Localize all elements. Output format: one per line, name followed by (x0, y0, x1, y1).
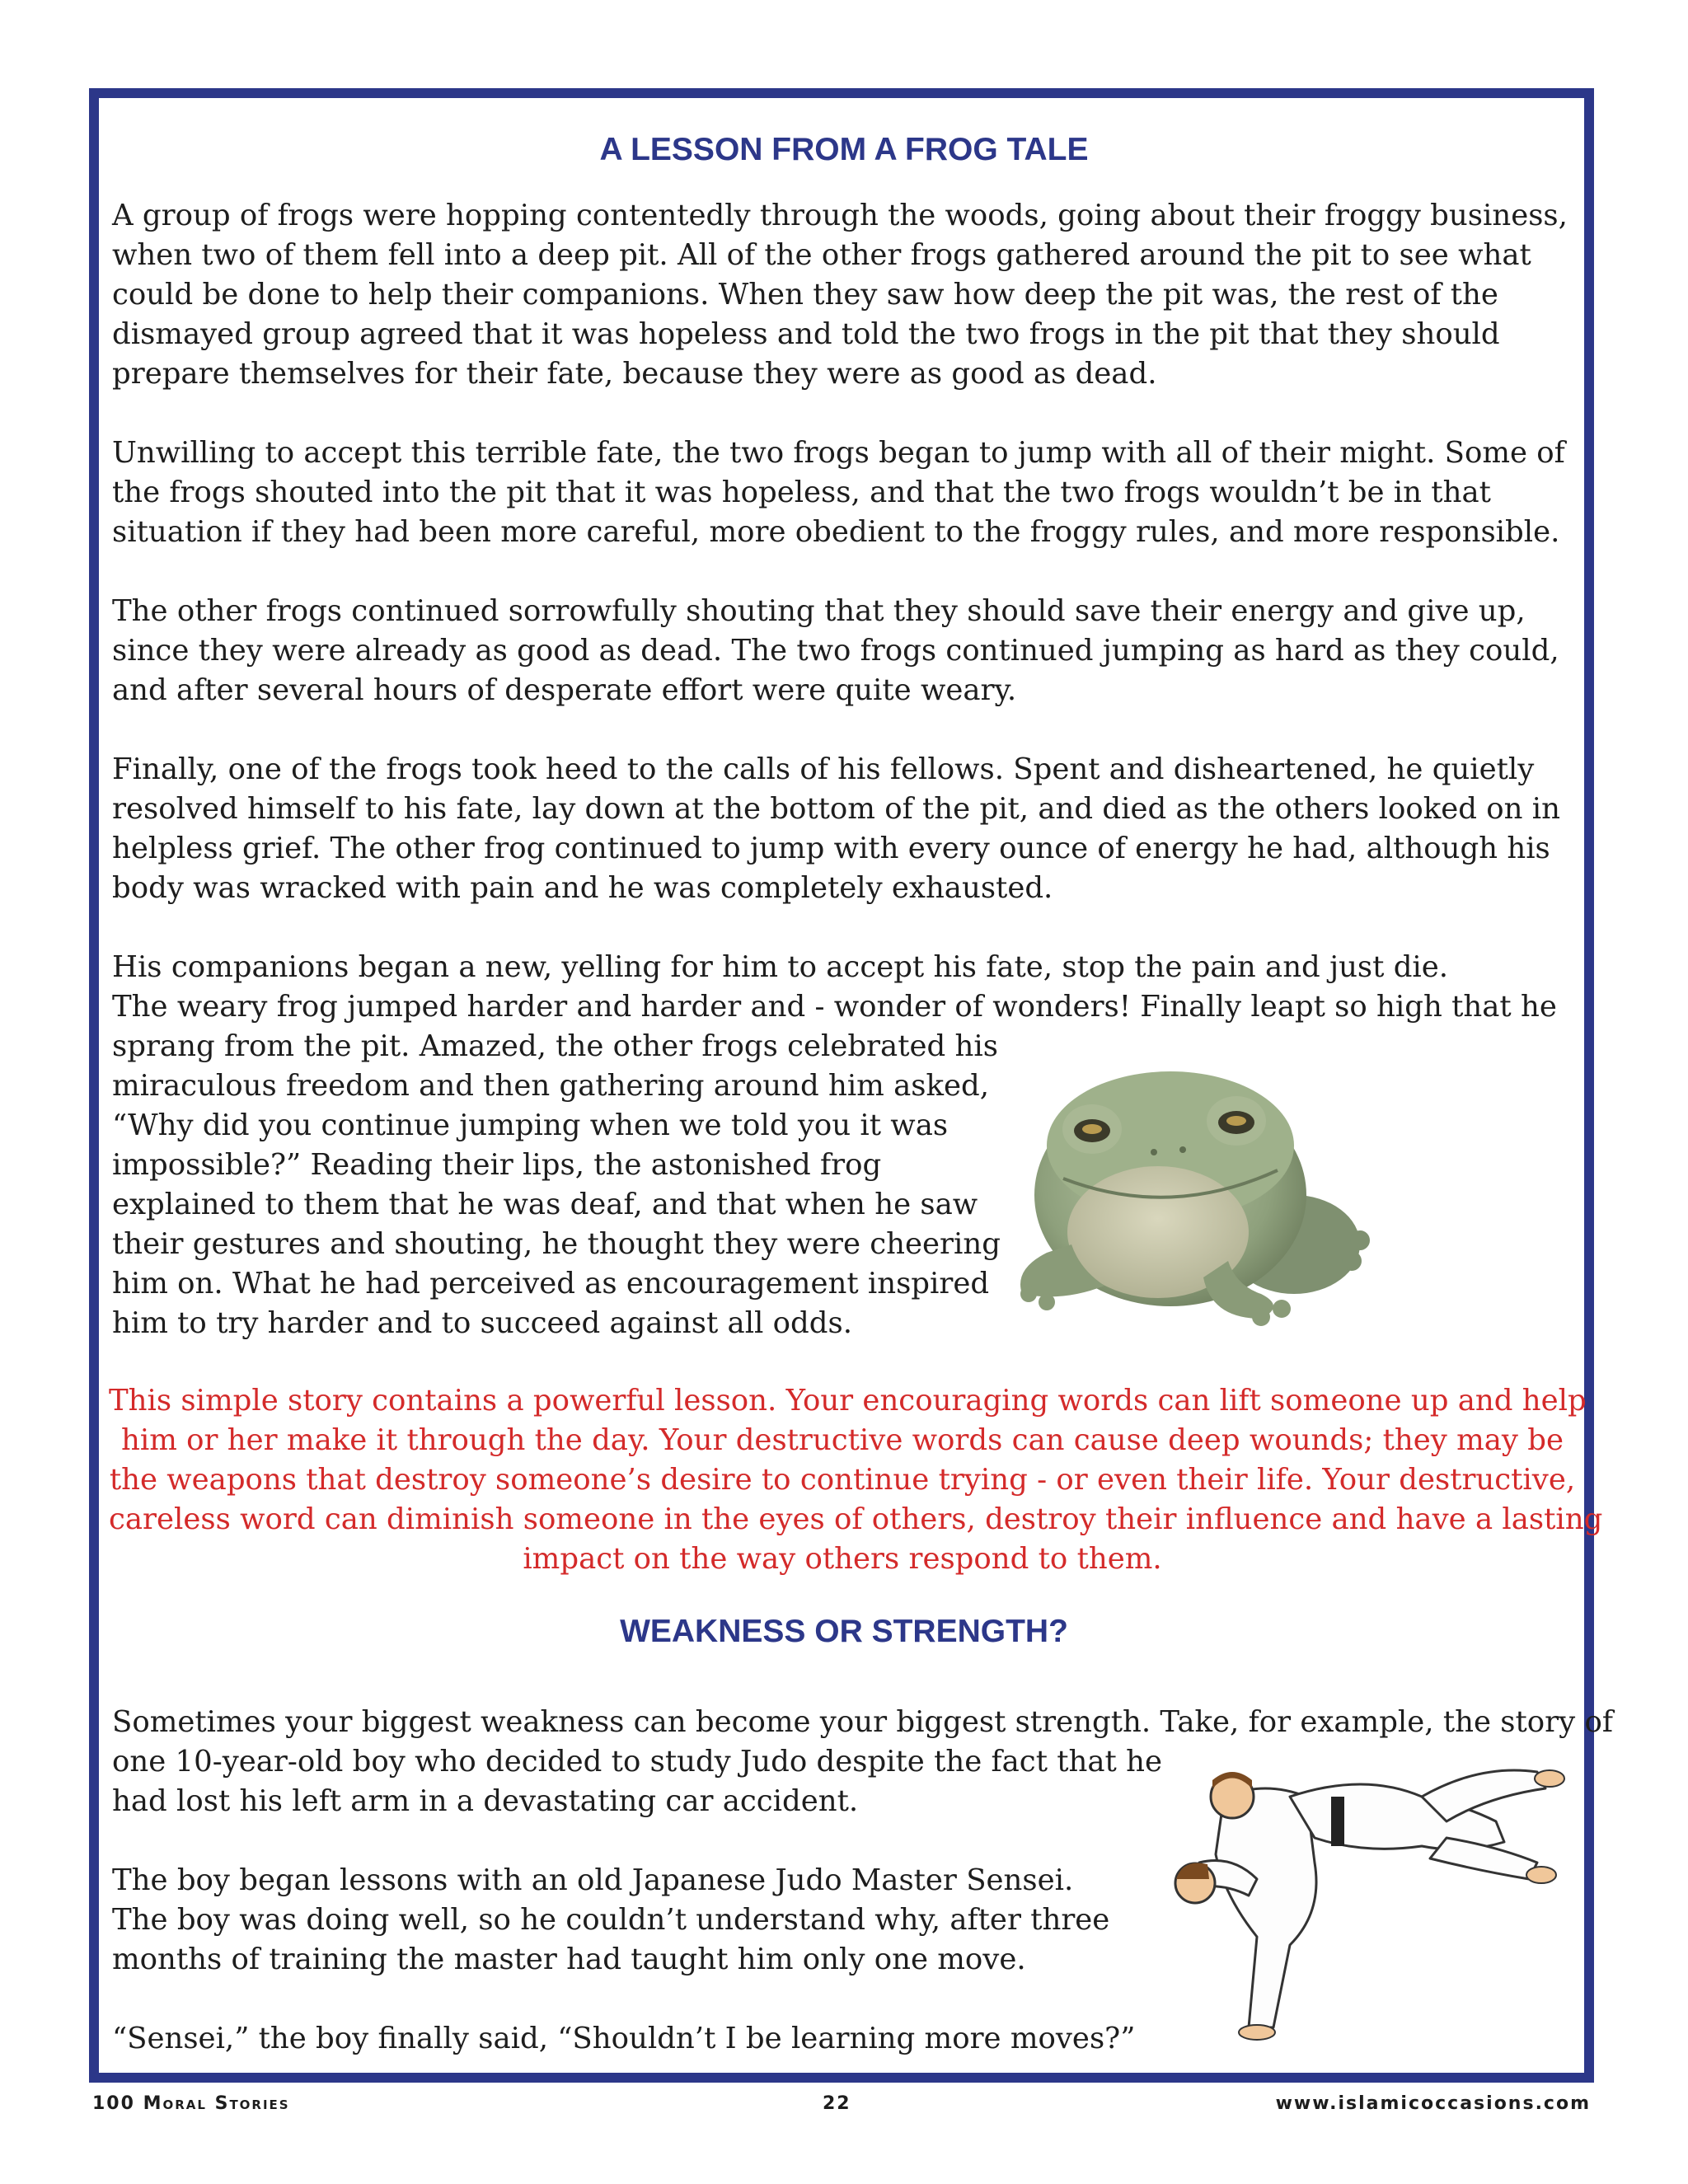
para7-line: months of training the master had taught him only one move. (112, 1943, 1026, 1976)
heading-frog-tale: A LESSON FROM A FROG TALE (599, 132, 1089, 167)
lesson-line: impact on the way others respond to them. (523, 1542, 1162, 1576)
para5-line: impossible?” Reading their lips, the astonished frog (112, 1148, 882, 1182)
footer-book-title: 100 Moral Stories (92, 2093, 290, 2114)
para3-line: and after several hours of desperate effort were quite weary. (112, 673, 1017, 707)
para1-line: dismayed group agreed that it was hopeless and told the two frogs in the pit that they should (112, 317, 1500, 351)
para8-line: “Sensei,” the boy finally said, “Shouldn’t I be learning more moves?” (112, 2022, 1136, 2055)
paragraph-3 (112, 592, 1559, 710)
para6-line: Sometimes your biggest weakness can become your biggest strength. Take, for example, the story of (112, 1705, 1613, 1739)
para6-line: had lost his left arm in a devastating car accident. (112, 1784, 859, 1818)
para4-line: Finally, one of the frogs took heed to the calls of his fellows. Spent and disheartened, he quietly (112, 752, 1535, 786)
para5-line: The weary frog jumped harder and harder and - wonder of wonders! Finally leapt so high that he (112, 990, 1557, 1024)
para5-line: explained to them that he was deaf, and that when he saw (112, 1188, 978, 1221)
para2-line: Unwilling to accept this terrible fate, the two frogs began to jump with all of their might. Some of (112, 436, 1565, 470)
para5-line: miraculous freedom and then gathering around him asked, (112, 1069, 990, 1103)
para3-line: The other frogs continued sorrowfully shouting that they should save their energy and give up, (112, 594, 1526, 628)
lesson-line: This simple story contains a powerful lesson. Your encouraging words can lift someone up and help (109, 1384, 1587, 1418)
paragraph-2 (112, 434, 1565, 552)
para2-line: the frogs shouted into the pit that it was hopeless, and that the two frogs wouldn’t be in that (112, 476, 1491, 509)
para7-line: The boy began lessons with an old Japanese Judo Master Sensei. (112, 1863, 1074, 1897)
para1-line: could be done to help their companions. When they saw how deep the pit was, the rest of the (112, 278, 1498, 312)
footer-page-number: 22 (823, 2093, 851, 2114)
footer-website: www.islamicoccasions.com (1275, 2093, 1591, 2114)
paragraph-8 (112, 2019, 1135, 2059)
lesson-line: careless word can diminish someone in the eyes of others, destroy their influence and have a lasting (109, 1502, 1603, 1536)
para4-line: body was wracked with pain and he was completely exhausted. (112, 871, 1053, 905)
para1-line: A group of frogs were hopping contentedly through the woods, going about their froggy business, (112, 199, 1568, 232)
paragraph-1 (112, 196, 1568, 394)
lesson-line: the weapons that destroy someone’s desire to continue trying - or even their life. Your destructive, (109, 1463, 1576, 1497)
para1-line: when two of them fell into a deep pit. All of the other frogs gathered around the pit to see what (112, 238, 1531, 272)
lesson-paragraph (109, 1381, 1603, 1579)
para5-line: him on. What he had perceived as encouragement inspired (112, 1267, 990, 1301)
para5-line: their gestures and shouting, he thought they were cheering (112, 1227, 1001, 1261)
para4-line: resolved himself to his fate, lay down at the bottom of the pit, and died as the others looked on in (112, 792, 1560, 826)
para5-line: sprang from the pit. Amazed, the other frogs celebrated his (112, 1029, 998, 1063)
para3-line: since they were already as good as dead. The two frogs continued jumping as hard as they could, (112, 634, 1559, 668)
frog-illustration (1014, 1055, 1376, 1335)
para1-line: prepare themselves for their fate, because they were as good as dead. (112, 357, 1157, 391)
para5-line: His companions began a new, yelling for him to accept his fate, stop the pain and just die. (112, 950, 1449, 984)
para5-line: “Why did you continue jumping when we told you it was (112, 1108, 949, 1142)
heading-weakness-strength: WEAKNESS OR STRENGTH? (620, 1614, 1068, 1649)
paragraph-7 (112, 1861, 1109, 1980)
lesson-line: him or her make it through the day. Your destructive words can cause deep wounds; they may be (120, 1423, 1564, 1457)
para7-line: The boy was doing well, so he couldn’t understand why, after three (112, 1903, 1110, 1937)
para5-line: him to try harder and to succeed against all odds. (112, 1306, 853, 1340)
para6-line: one 10-year-old boy who decided to study Judo despite the fact that he (112, 1745, 1162, 1779)
para4-line: helpless grief. The other frog continued to jump with every ounce of energy he had, although his (112, 832, 1550, 865)
paragraph-4 (112, 750, 1560, 908)
judo-illustration (1150, 1764, 1582, 2044)
para2-line: situation if they had been more careful, more obedient to the froggy rules, and more responsible. (112, 515, 1560, 549)
